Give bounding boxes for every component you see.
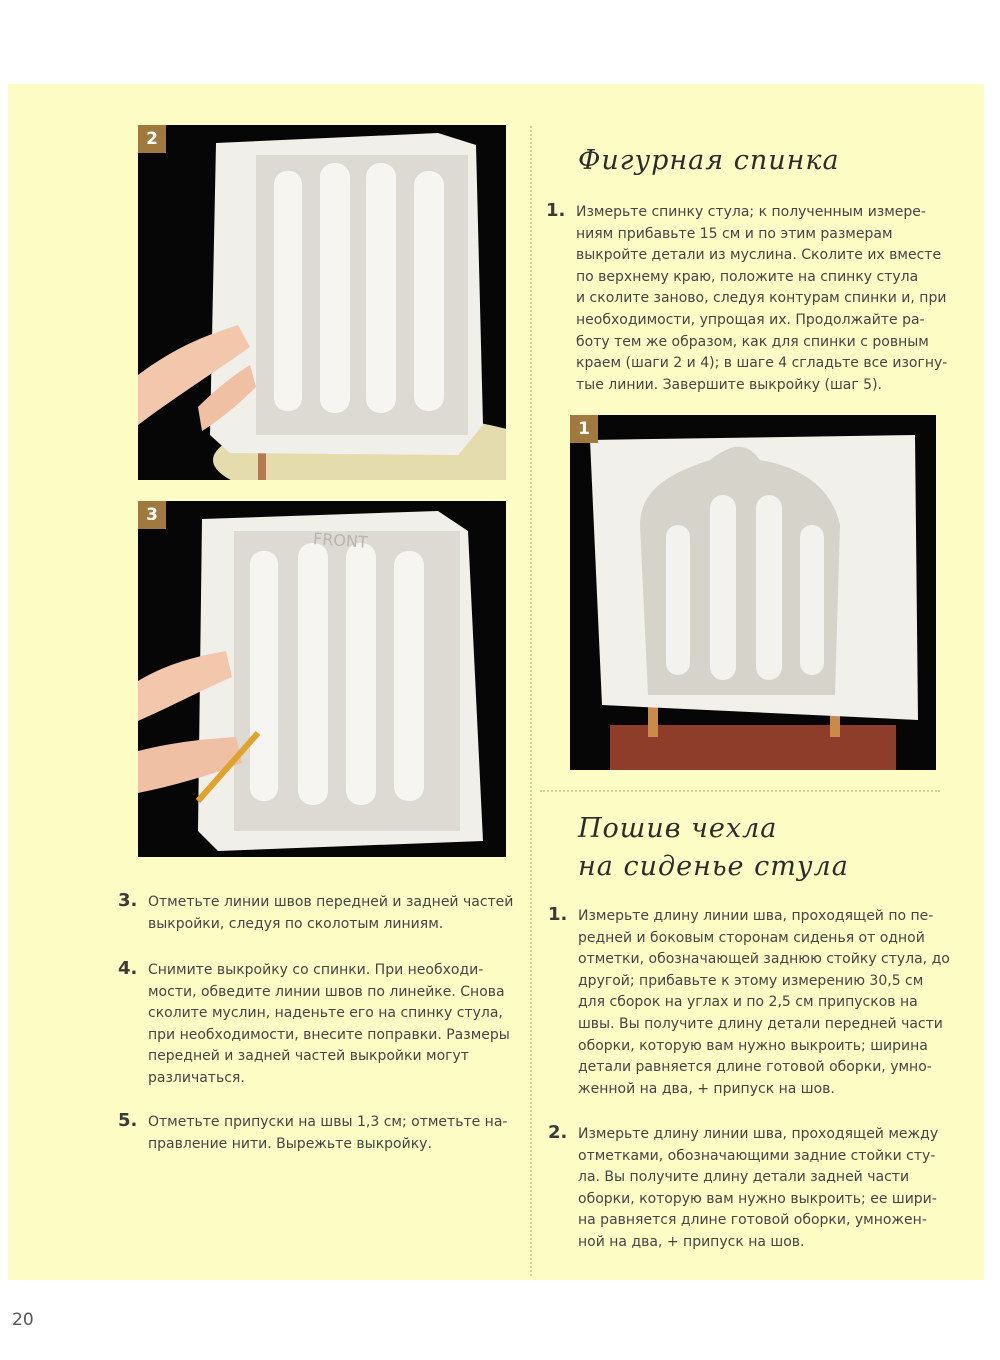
shaped-chair-back-illustration [570, 415, 936, 770]
page-number: 20 [12, 1310, 34, 1330]
step-text: Измерьте длину линии шва, проходящей по пе- редней и боковым сторонам сиденья от одной отметки, обозначающей заднюю стойку стула, до другой; прибавьте к этому измерению 30,5 см для сборок на углах и по 2,5 см припусков на швы. Вы получите длину детали передней части оборки, которую вам нужно выкроить; ширина детали равняется длине готовой оборки, умно- женной на два, + припуск на шов. [578, 908, 950, 1097]
instruction-back-step-3 [118, 892, 528, 935]
step-number: 1. [548, 904, 568, 925]
step-text: Снимите выкройку со спинки. При необходи- мости, обведите линии швов по линейке. Снова сколите муслин, наденьте его на спинку стула, при необходимости, внесите поправки. Размеры передней и задней частей выкройки могут различаться. [148, 962, 510, 1086]
chair-back-marking-illustration [138, 501, 506, 857]
step-number: 4. [118, 958, 138, 979]
photo-step-2 [138, 125, 506, 480]
photo-step-1 [570, 415, 936, 770]
step-text: Отметьте линии швов передней и задней частей выкройки, следуя по сколотым линиям. [148, 894, 514, 932]
heading-seat-cover-line2: на сиденье стула [578, 851, 849, 882]
heading-shaped-back: Фигурная спинка [578, 145, 840, 176]
step-text: Измерьте длину линии шва, проходящей между отметками, обозначающими задние стойки сту- ла. Вы получите длину детали задней части оборки, которую вам нужно выкроить; ее шири- на равняется длине готовой оборки, умножен- ной на два, + припуск на шов. [578, 1126, 939, 1250]
step-badge-2: 2 [138, 125, 166, 153]
step-text: Отметьте припуски на швы 1,3 см; отметьте на- правление нити. Вырежьте выкройку. [148, 1114, 508, 1152]
chair-back-muslin-illustration [138, 125, 506, 480]
instruction-seat-step-2 [548, 1124, 968, 1254]
step-text: Измерьте спинку стула; к полученным измере- ниям прибавьте 15 см и по этим размерам выкройте детали из муслина. Сколите их вместе по верхнему краю, положите на спинку стула и сколите заново, следуя контурам спинки и, при необходимости, упрощая их. Продолжайте ра- боту тем же образом, как для спинки с ровным краем (шаги 2 и 4); в шаге 4 сгладьте все изогну- тые линии. Завершите выкройку (шаг 5). [576, 204, 948, 393]
step-number: 2. [548, 1122, 568, 1143]
instruction-back-step-1 [546, 202, 966, 396]
instruction-back-step-4 [118, 960, 528, 1090]
step-number: 5. [118, 1110, 138, 1131]
section-divider [540, 790, 940, 792]
step-number: 3. [118, 890, 138, 911]
fabric-front-label: FRONT [312, 528, 369, 552]
instruction-seat-step-1 [548, 906, 968, 1100]
heading-seat-cover-line1: Пошив чехла [578, 813, 778, 844]
column-divider [530, 126, 532, 1276]
step-number: 1. [546, 200, 566, 221]
instruction-back-step-5 [118, 1112, 528, 1155]
heading-seat-cover [578, 810, 849, 886]
photo-step-3 [138, 501, 506, 857]
step-badge-3: 3 [138, 501, 166, 529]
step-badge-1: 1 [570, 415, 598, 443]
